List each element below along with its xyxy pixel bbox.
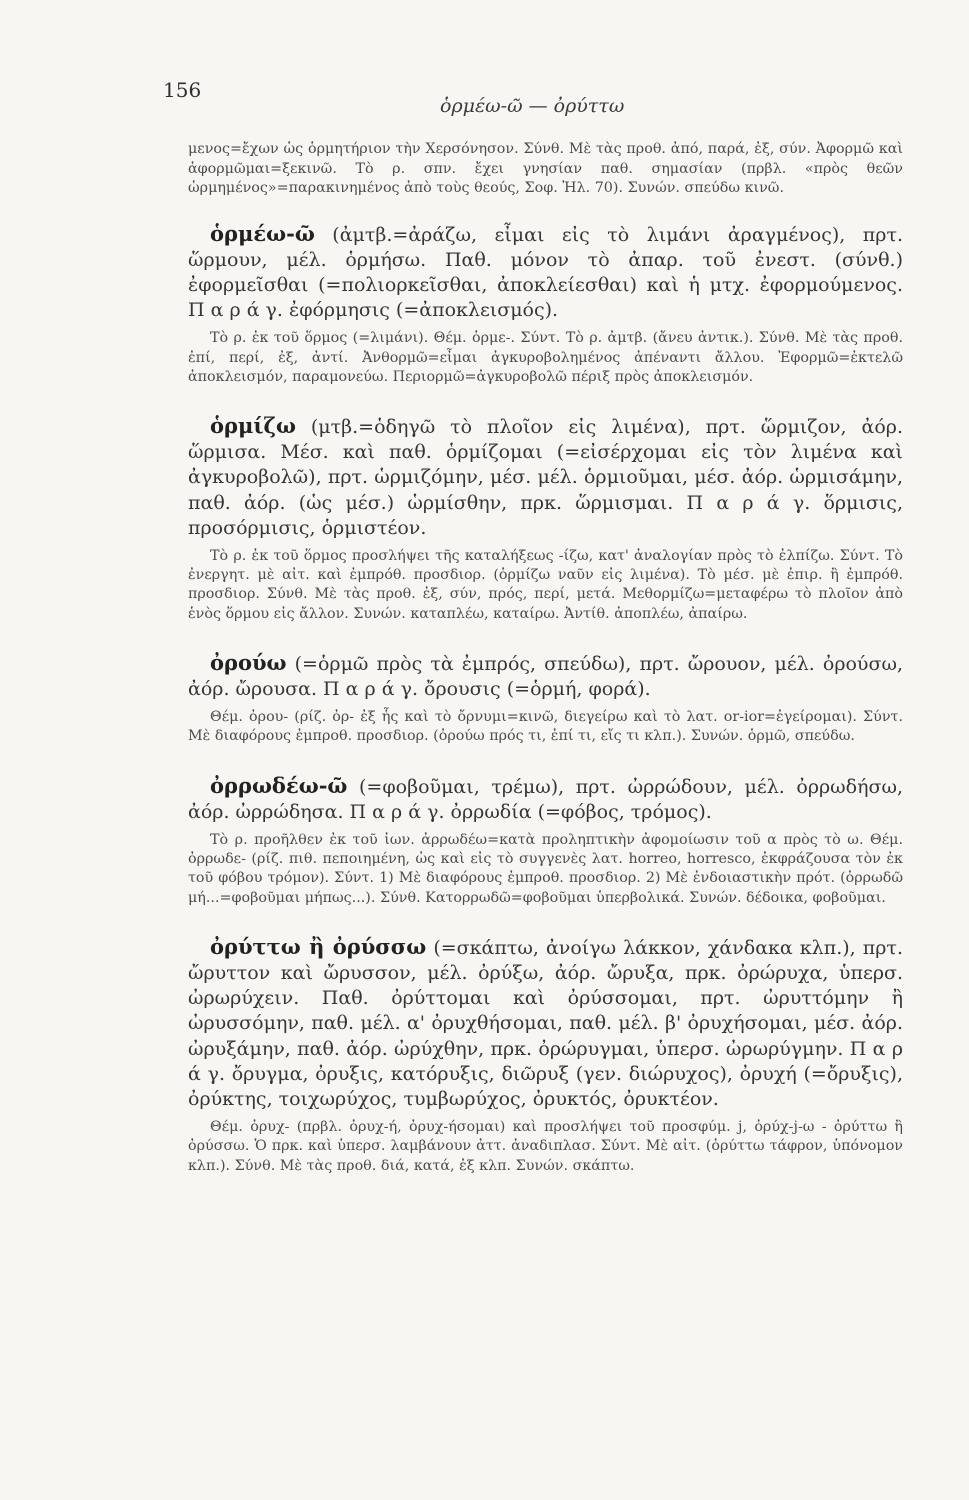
headword: ὁρμέω-ῶ: [210, 220, 315, 246]
carryover-paragraph: μενος=ἔχων ὡς ὁρμητήριον τὴν Χερσόνησον. Σύνθ. Μὲ τὰς προθ. ἀπό, παρά, ἐξ, σύν. Ἀφορμῶ καὶ ἀφορμῶμαι=ξεκινῶ. Τὸ ρ. σπν. ἔχει γνησίαν παθ. σημασίαν (πρβλ. «πρὸς θεῶν ὡρμημένος»=παρακινημένος ἀπὸ τοὺς θεούς, Σοφ. Ἠλ. 70). Συνών. σπεύδω κινῶ.: [188, 141, 903, 196]
entry-orytto: [188, 934, 903, 1176]
entry-text: [188, 934, 903, 1112]
entry-note: Τὸ ρ. ἐκ τοῦ ὅρμος προσλήψει τῆς καταλήξεως -ίζω, κατ' ἀναλογίαν πρὸς τὸ ἐλπίζω. Σύντ. Τὸ ἐνεργητ. μὲ αἰτ. καὶ ἐμπρόθ. προσδιορ. (ὁρμίζω ναῦν εἰς λιμένα). Τὸ μέσ. μὲ ἐπιρ. ἢ ἐμπρόθ. προσδιορ. Σύνθ. Μὲ τὰς προθ. ἐξ, σύν, πρός, περί, μετά. Μεθορμίζω=μεταφέρω τὸ πλοῖον ἀπὸ ἑνὸς ὅρμου εἰς ἄλλον. Συνών. καταπλέω, καταίρω. Ἀντίθ. ἀποπλέω, ἀπαίρω.: [188, 547, 903, 622]
entry-note: Θέμ. ὀρου- (ρίζ. ὀρ- ἐξ ἧς καὶ τὸ ὄρνυμι=κινῶ, διεγείρω καὶ τὸ λατ. or-ior=ἐγείρομαι). Σύντ. Μὲ διαφόρους ἐμπροθ. προσδιορ. (ὀρούω πρός τι, ἐπί τι, εἴς τι κλπ.). Συνών. ὁρμῶ, σπεύδω.: [188, 709, 903, 745]
entry-note: Τὸ ρ. προῆλθεν ἐκ τοῦ ἰων. ἀρρωδέω=κατὰ προληπτικὴν ἀφομοίωσιν τοῦ α πρὸς τὸ ω. Θέμ. ὀρρωδε- (ρίζ. πιθ. πεποιημένη, ὡς καὶ εἰς τὸ συγγενὲς λατ. horreo, horresco, ἐκφράζουσα τὸν ἐκ τοῦ φόβου τρόμον). Σύντ. 1) Μὲ διαφόρους ἐμπροθ. προσδιορ. 2) Μὲ ἐνδοιαστικὴν πρότ. (ὀρρωδῶ μή...=φοβοῦμαι μήπως...). Σύνθ. Κατορρωδῶ=φοβοῦμαι ὑπερβολικά. Συνών. δέδοικα, φοβοῦμαι.: [188, 831, 903, 906]
entry-note: Θέμ. ὀρυχ- (πρβλ. ὀρυχ-ή, ὀρυχ-ήσομαι) καὶ προσλήψει τοῦ προσφύμ. j, ὀρύχ-j-ω - ὀρύττω ἢ ὀρύσσω. Ὁ πρκ. καὶ ὑπερσ. λαμβάνουν ἀττ. ἀναδιπλασ. Σύντ. Μὲ αἰτ. (ὀρύττω τάφρον, ὑπόνομον κλπ.). Σύνθ. Μὲ τὰς προθ. διά, κατά, ἐξ κλπ. Συνών. σκάπτω.: [188, 1119, 903, 1174]
entry-text: [188, 650, 903, 702]
entry-orouo: [188, 650, 903, 747]
page-number: 156: [163, 78, 202, 102]
headword: ὀρούω: [210, 649, 287, 675]
entry-text: [188, 413, 903, 541]
running-head: ὁρμέω-ῶ — ὀρύττω: [440, 95, 625, 117]
entry-text: [188, 221, 903, 324]
entry-definition: (=φοβοῦμαι, τρέμω), πρτ. ὠρρώδουν, μέλ. ὀρρωδήσω, ἀόρ. ὠρρώδησα. Π α ρ ά γ. ὀρρωδία (=φόβος, τρόμος).: [188, 775, 903, 823]
entry-text: [188, 773, 903, 825]
entry-orrodeo: [188, 773, 903, 908]
headword: ὀρύττω ἢ ὀρύσσω: [210, 933, 427, 959]
headword: ὀρρωδέω-ῶ: [210, 772, 348, 798]
page-body: [188, 140, 903, 1202]
entry-note: Τὸ ρ. ἐκ τοῦ ὅρμος (=λιμάνι). Θέμ. ὁρμε-. Σύντ. Τὸ ρ. ἀμτβ. (ἄνευ ἀντικ.). Σύνθ. Μὲ τὰς προθ. ἐπί, περί, ἐξ, ἀντί. Ἀνθορμῶ=εἶμαι ἀγκυροβολημένος ἀπέναντι ἄλλου. Ἐφορμῶ=ἐκτελῶ ἀποκλεισμόν, παραμονεύω. Περιορμῶ=ἀγκυροβολῶ πέριξ πρὸς ἀποκλεισμόν.: [188, 330, 903, 385]
entry-definition: (ἀμτβ.=ἀράζω, εἶμαι εἰς τὸ λιμάνι ἀραγμένος), πρτ. ὥρμουν, μέλ. ὁρμήσω. Παθ. μόνον τὸ ἀπαρ. τοῦ ἐνεστ. (σύνθ.) ἐφορμεῖσθαι (=πολιορκεῖσθαι, ἀποκλείεσθαι) καὶ ἡ μτχ. ἐφορμούμενος. Π α ρ ά γ. ἐφόρμησις (=ἀποκλεισμός).: [188, 223, 903, 322]
headword: ὁρμίζω: [210, 412, 296, 438]
entry-definition: (=ὁρμῶ πρὸς τὰ ἐμπρός, σπεύδω), πρτ. ὤρουον, μέλ. ὀρούσω, ἀόρ. ὤρουσα. Π α ρ ά γ. ὄρουσις (=ὁρμή, φορά).: [188, 652, 903, 700]
entry-ormeo: [188, 221, 903, 387]
entry-definition: (μτβ.=ὁδηγῶ τὸ πλοῖον εἰς λιμένα), πρτ. ὥρμιζον, ἀόρ. ὥρμισα. Μέσ. καὶ παθ. ὁρμίζομαι (=εἰσέρχομαι εἰς τὸν λιμένα καὶ ἀγκυροβολῶ), πρτ. ὡρμιζόμην, μέσ. μέλ. ὁρμιοῦμαι, μέσ. ἀόρ. ὡρμισάμην, παθ. ἀόρ. (ὡς μέσ.) ὡρμίσθην, πρκ. ὥρμισμαι. Π α ρ ά γ. ὅρμισις, προσόρμισις, ὁρμιστέον.: [188, 415, 903, 539]
entry-ormizo: [188, 413, 903, 624]
entry-definition: (=σκάπτω, ἀνοίγω λάκκον, χάνδακα κλπ.), πρτ. ὤρυττον καὶ ὤρυσσον, μέλ. ὀρύξω, ἀόρ. ὤρυξα, πρκ. ὀρώρυχα, ὑπερσ. ὠρωρύχειν. Παθ. ὀρύττομαι καὶ ὀρύσσομαι, πρτ. ὠρυττόμην ἢ ὠρυσσόμην, παθ. μέλ. α' ὀρυχθήσομαι, παθ. μέλ. β' ὀρυχήσομαι, μέσ. ἀόρ. ὠρυξάμην, παθ. ἀόρ. ὠρύχθην, πρκ. ὀρώρυγμαι, ὑπερσ. ὠρωρύγμην. Π α ρ ά γ. ὄρυγμα, ὀρυξις, κατόρυξις, διῶρυξ (γεν. διώρυχος), ὀρυχή (=ὄρυξις), ὀρύκτης, τοιχωρύχος, τυμβωρύχος, ὀρυκτός, ὀρυκτέον.: [188, 936, 903, 1110]
